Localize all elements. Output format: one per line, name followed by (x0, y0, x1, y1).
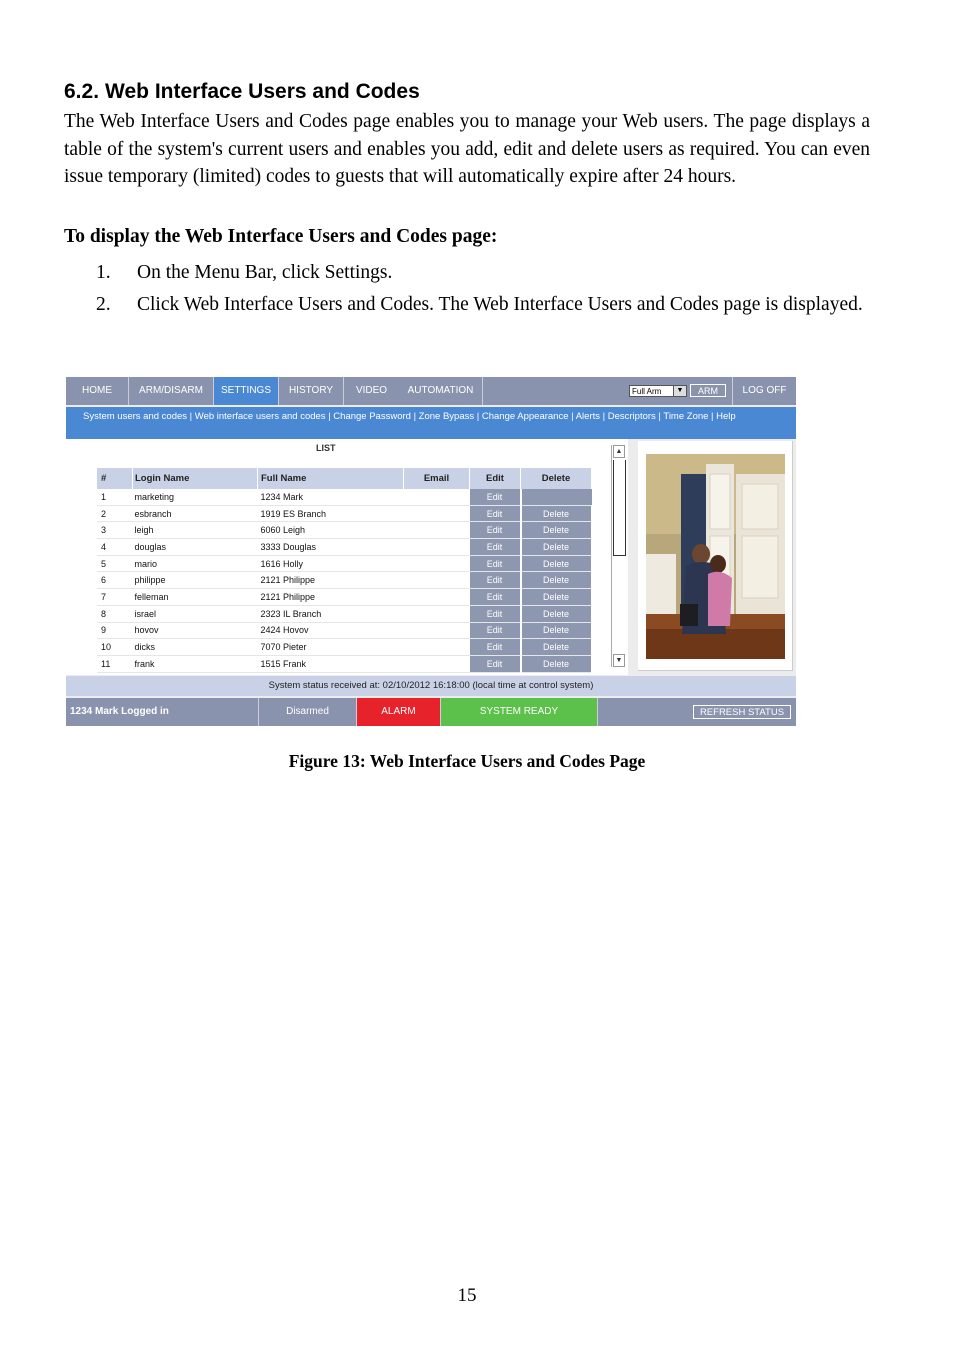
row-number: 10 (97, 639, 133, 656)
section-title: Web Interface Users and Codes (105, 80, 420, 103)
login-name: douglas (133, 539, 258, 556)
table-row (97, 522, 592, 539)
scroll-up-icon[interactable]: ▲ (613, 445, 625, 458)
col-full-name: Full Name (258, 468, 404, 489)
arm-button[interactable]: ARM (690, 384, 726, 397)
email (404, 539, 470, 556)
edit-button[interactable]: Edit (470, 555, 521, 572)
menu-bar (66, 377, 796, 405)
row-number: 7 (97, 589, 133, 606)
delete-button[interactable]: Delete (521, 589, 592, 606)
col-login-name: Login Name (133, 468, 258, 489)
status-received-line: System status received at: 02/10/2012 16:18:00 (local time at control system) (66, 676, 796, 696)
full-name: 1234 Mark (258, 489, 404, 505)
edit-button[interactable]: Edit (470, 505, 521, 522)
row-number: 6 (97, 572, 133, 589)
delete-button[interactable]: Delete (521, 539, 592, 556)
email (404, 555, 470, 572)
users-table (97, 468, 593, 673)
delete-button[interactable]: Delete (521, 622, 592, 639)
row-number: 2 (97, 505, 133, 522)
email (404, 622, 470, 639)
arm-mode-value: Full Arm (632, 387, 662, 396)
delete-button[interactable]: Delete (521, 639, 592, 656)
step-text: On the Menu Bar, click Settings. (137, 262, 393, 283)
full-name: 2323 IL Branch (258, 605, 404, 622)
row-number: 11 (97, 655, 133, 672)
login-name: marketing (133, 489, 258, 505)
table-row (97, 655, 592, 672)
procedure-title: To display the Web Interface Users and Codes page: (64, 226, 498, 247)
family-doorway-photo (646, 454, 785, 659)
scroll-down-icon[interactable]: ▼ (613, 654, 625, 667)
email (404, 572, 470, 589)
table-row (97, 539, 592, 556)
row-number: 5 (97, 555, 133, 572)
section-heading (64, 80, 420, 104)
alarm-indicator: ALARM (357, 698, 441, 726)
users-list-panel (66, 439, 628, 675)
full-name: 1919 ES Branch (258, 505, 404, 522)
edit-button[interactable]: Edit (470, 522, 521, 539)
menu-settings[interactable]: SETTINGS (214, 377, 279, 405)
section-number: 6.2. (64, 80, 100, 103)
email (404, 639, 470, 656)
intro-paragraph: The Web Interface Users and Codes page enables you to manage your Web users. The page displays a table of the system's current users and enables you add, edit and delete users as required. You can even issue temporary (limited) codes to guests that will automatically expire after 24 hours. (64, 111, 870, 187)
step-number: 1. (96, 262, 111, 283)
edit-button[interactable]: Edit (470, 539, 521, 556)
full-name: 1616 Holly (258, 555, 404, 572)
system-ready-indicator: SYSTEM READY (441, 698, 598, 726)
arm-mode-select[interactable] (629, 385, 687, 397)
scroll-thumb[interactable] (613, 460, 626, 556)
edit-button[interactable]: Edit (470, 622, 521, 639)
delete-button[interactable]: Delete (521, 555, 592, 572)
delete-cell-empty (521, 489, 592, 505)
full-name: 6060 Leigh (258, 522, 404, 539)
edit-button[interactable]: Edit (470, 589, 521, 606)
settings-submenu[interactable]: System users and codes | Web interface users and codes | Change Password | Zone Bypass | Change Appearance | Alerts | Descriptors | Time Zone | Help (66, 407, 796, 439)
chevron-down-icon: ▼ (673, 386, 686, 396)
col-edit: Edit (470, 468, 521, 489)
login-name: hovov (133, 622, 258, 639)
table-row (97, 489, 592, 505)
table-row (97, 639, 592, 656)
delete-button[interactable]: Delete (521, 522, 592, 539)
figure-caption: Figure 13: Web Interface Users and Codes Page (288, 751, 646, 771)
photo-panel (638, 441, 793, 671)
table-row (97, 605, 592, 622)
delete-button[interactable]: Delete (521, 572, 592, 589)
login-name: leigh (133, 522, 258, 539)
email (404, 605, 470, 622)
menu-history[interactable]: HISTORY (279, 377, 344, 405)
page-number: 15 (457, 1285, 477, 1306)
login-name: esbranch (133, 505, 258, 522)
menu-automation[interactable]: AUTOMATION (399, 377, 483, 405)
row-number: 8 (97, 605, 133, 622)
logged-in-user: 1234 Mark Logged in (66, 698, 259, 726)
list-title: LIST (316, 443, 336, 453)
col-number: # (97, 468, 133, 489)
delete-button[interactable]: Delete (521, 505, 592, 522)
list-scrollbar[interactable] (611, 445, 627, 667)
login-name: felleman (133, 589, 258, 606)
login-name: philippe (133, 572, 258, 589)
table-row (97, 505, 592, 522)
login-name: israel (133, 605, 258, 622)
web-interface-screenshot (66, 377, 796, 726)
col-email: Email (404, 468, 470, 489)
refresh-status-button[interactable]: REFRESH STATUS (693, 705, 791, 719)
login-name: dicks (133, 639, 258, 656)
delete-button[interactable]: Delete (521, 655, 592, 672)
full-name: 2121 Philippe (258, 572, 404, 589)
col-delete: Delete (521, 468, 592, 489)
email (404, 589, 470, 606)
status-bar (66, 698, 796, 726)
full-name: 1515 Frank (258, 655, 404, 672)
row-number: 1 (97, 489, 133, 505)
table-header-row (97, 468, 592, 489)
email (404, 505, 470, 522)
edit-button[interactable]: Edit (470, 655, 521, 672)
login-name: mario (133, 555, 258, 572)
table-row (97, 555, 592, 572)
full-name: 2424 Hovov (258, 622, 404, 639)
email (404, 489, 470, 505)
step-text: Click Web Interface Users and Codes. The Web Interface Users and Codes page is displayed. (137, 294, 863, 315)
table-row (97, 622, 592, 639)
email (404, 522, 470, 539)
table-row (97, 589, 592, 606)
delete-button[interactable]: Delete (521, 605, 592, 622)
edit-button[interactable]: Edit (470, 489, 521, 505)
menu-home[interactable]: HOME (66, 377, 129, 405)
edit-button[interactable]: Edit (470, 639, 521, 656)
email (404, 655, 470, 672)
menu-video[interactable]: VIDEO (355, 385, 388, 396)
menu-arm-disarm[interactable]: ARM/DISARM (129, 377, 214, 405)
row-number: 4 (97, 539, 133, 556)
full-name: 7070 Pieter (258, 639, 404, 656)
row-number: 3 (97, 522, 133, 539)
step-number: 2. (96, 294, 111, 315)
full-name: 2121 Philippe (258, 589, 404, 606)
login-name: frank (133, 655, 258, 672)
full-name: 3333 Douglas (258, 539, 404, 556)
logoff-button[interactable]: LOG OFF (732, 377, 796, 405)
edit-button[interactable]: Edit (470, 605, 521, 622)
row-number: 9 (97, 622, 133, 639)
edit-button[interactable]: Edit (470, 572, 521, 589)
arm-state: Disarmed (259, 698, 357, 726)
table-row (97, 572, 592, 589)
